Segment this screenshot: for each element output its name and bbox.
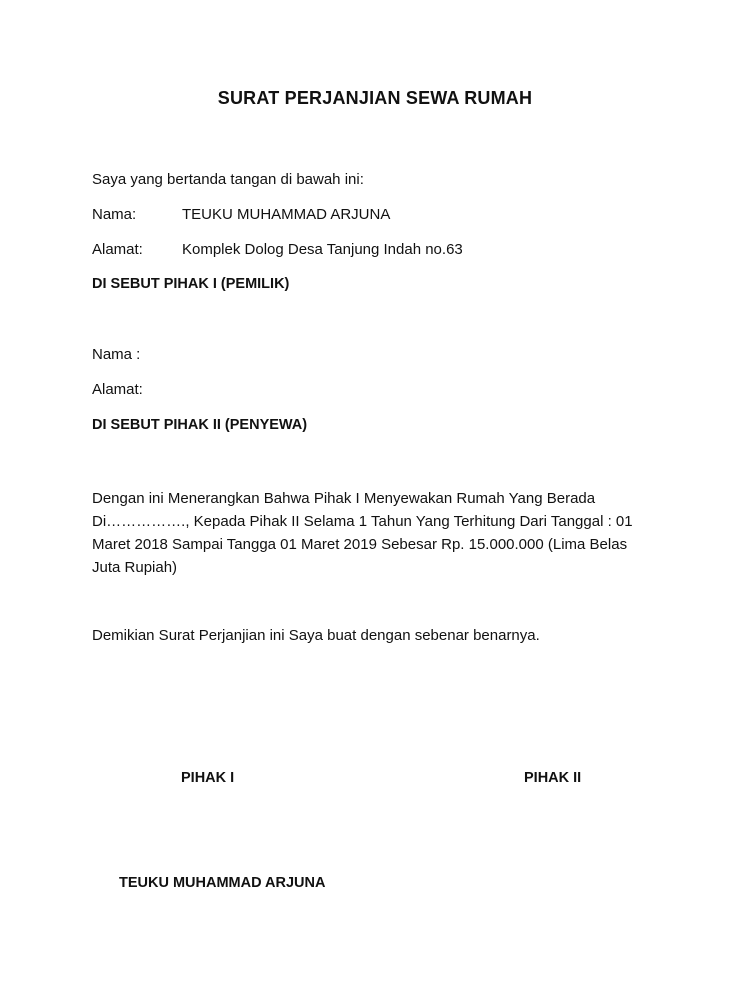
party2-name-label: Nama : xyxy=(92,346,141,363)
party1-designation: DI SEBUT PIHAK I (PEMILIK) xyxy=(92,276,290,292)
party1-name-value: TEUKU MUHAMMAD ARJUNA xyxy=(182,206,391,223)
party1-address-value: Komplek Dolog Desa Tanjung Indah no.63 xyxy=(182,241,463,258)
statement-line: Juta Rupiah) xyxy=(92,559,178,576)
party2-address-label: Alamat: xyxy=(92,381,143,398)
party1-address-label: Alamat: xyxy=(92,241,143,258)
signature-name-party1: TEUKU MUHAMMAD ARJUNA xyxy=(119,875,326,891)
statement-line: Dengan ini Menerangkan Bahwa Pihak I Menyewakan Rumah Yang Berada xyxy=(92,490,596,507)
document-title: SURAT PERJANJIAN SEWA RUMAH xyxy=(217,88,533,108)
signature-label-party1: PIHAK I xyxy=(181,770,235,786)
party1-name-label: Nama: xyxy=(92,206,137,223)
statement-paragraph xyxy=(92,487,677,579)
signature-label-party2: PIHAK II xyxy=(524,770,582,786)
statement-line: Maret 2018 Sampai Tangga 01 Maret 2019 Sebesar Rp. 15.000.000 (Lima Belas xyxy=(92,536,628,553)
party2-designation: DI SEBUT PIHAK II (PENYEWA) xyxy=(92,417,308,433)
closing-text: Demikian Surat Perjanjian ini Saya buat dengan sebenar benarnya. xyxy=(92,627,540,644)
intro-text: Saya yang bertanda tangan di bawah ini: xyxy=(92,171,364,188)
statement-line: Di……………., Kepada Pihak II Selama 1 Tahun Yang Terhitung Dari Tanggal : 01 xyxy=(92,513,633,530)
